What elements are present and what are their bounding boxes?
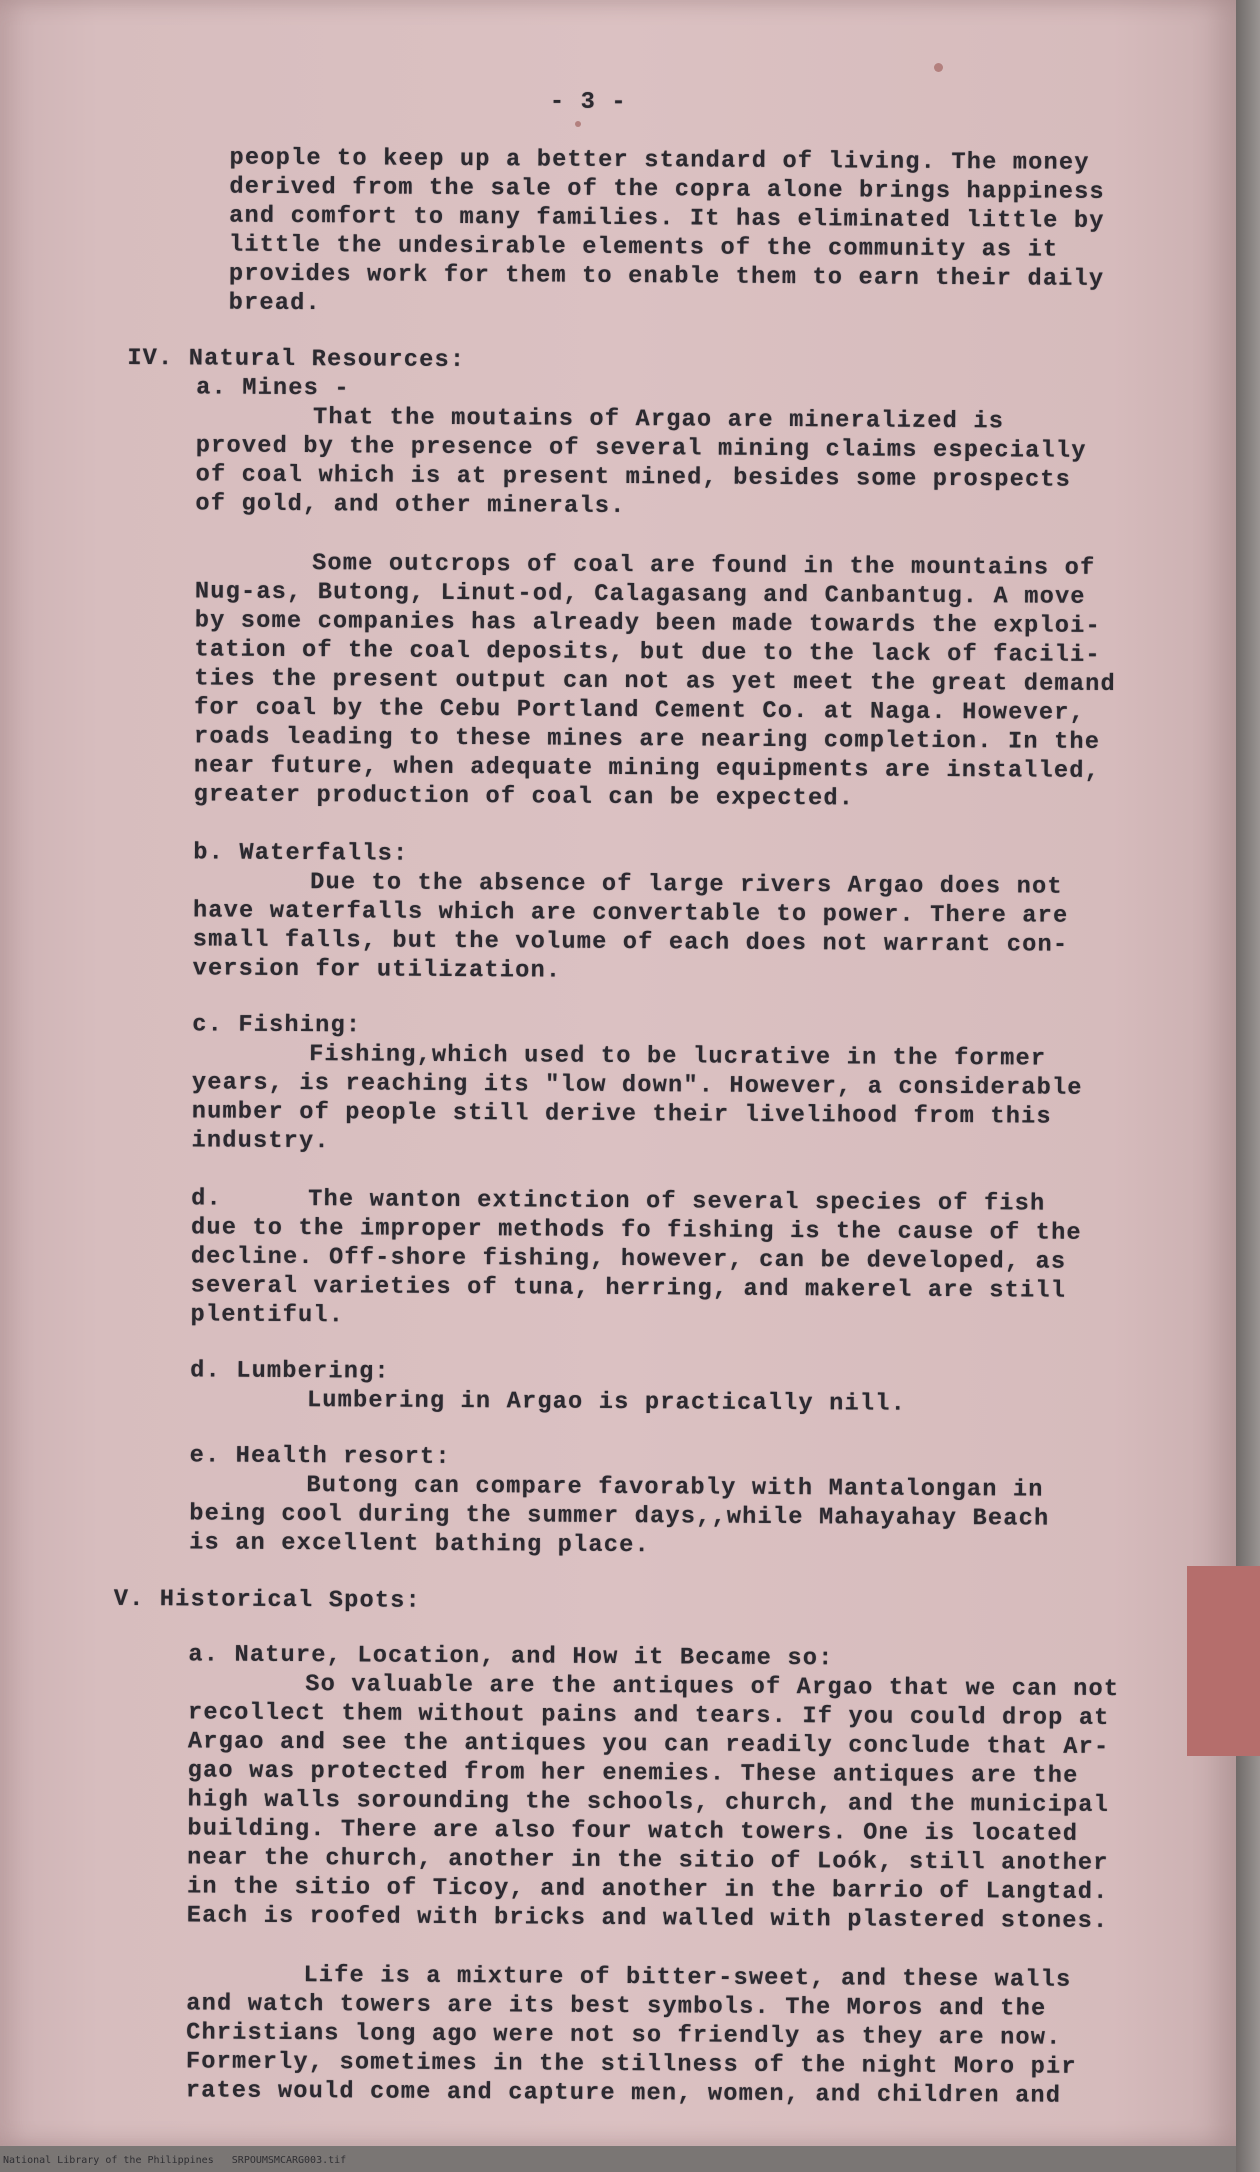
text-line: in the sitio of Ticoy, and another in the barrio of Langtad. (186, 1873, 1109, 1906)
text-line: ties the present output can not as yet meet the great demand (194, 665, 1116, 699)
section-heading: V. Historical Spots: (113, 1585, 422, 1615)
text-line: and comfort to many families. It has eliminated little by (229, 202, 1105, 235)
text-line: Life is a mixture of bitter-sweet, and these walls (303, 1962, 1072, 1994)
text-line: decline. Off-shore fishing, however, can be developed, as (190, 1243, 1067, 1276)
paper-tab (1187, 1566, 1260, 1756)
text-line: derived from the sale of the copra alone brings happiness (229, 173, 1105, 206)
text-line: Each is roofed with bricks and walled with plastered stones. (186, 1902, 1109, 1935)
text-line: Fishing,which used to be lucrative in the former (309, 1041, 1047, 1073)
text-line: tation of the coal deposits, but due to the lack of facili- (194, 636, 1101, 669)
text-line: of coal which is at present mined, besides some prospects (195, 461, 1072, 494)
text-line: have waterfalls which are convertable to power. There are (192, 897, 1069, 930)
page-number: - 3 - (549, 88, 627, 117)
text-line: Nug-as, Butong, Linut-od, Calagasang and Canbantug. A move (194, 578, 1086, 611)
subsection-heading: a. Nature, Location, and How it Became so: (188, 1641, 834, 1673)
text-line: recollect them without pains and tears. If you could drop at (187, 1699, 1110, 1732)
text-line: Due to the absence of large rivers Argao does not (310, 869, 1063, 901)
text-line: bread. (228, 289, 321, 318)
text-line: is an excellent bathing place. (189, 1529, 650, 1560)
text-line: years, is reaching its "low down". However, a considerable (191, 1069, 1083, 1102)
text-line: proved by the presence of several mining claims especially (195, 432, 1087, 465)
text-line: version for utilization. (192, 955, 562, 985)
text-line: gao was protected from her enemies. These antiques are the (187, 1757, 1079, 1790)
text-line: Argao and see the antiques you can readily conclude that Ar- (187, 1728, 1110, 1761)
text-line: near future, when adequate mining equipments are installed, (193, 752, 1101, 785)
text-line: greater production of coal can be expected. (193, 781, 855, 813)
text-line: The wanton extinction of several species of fish (308, 1186, 1046, 1218)
text-line: near the church, another in the sitio of Loók, still another (187, 1844, 1109, 1877)
text-line: of gold, and other minerals. (195, 490, 626, 521)
text-line: and watch towers are its best symbols. The Moros and the (186, 1990, 1047, 2023)
text-line: being cool during the summer days,,while Mahayahay Beach (189, 1500, 1050, 1533)
text-line: high walls sorounding the schools, church, and the municipal (187, 1786, 1110, 1819)
text-line: That the moutains of Argao are mineralized is (312, 404, 1005, 436)
text-line: for coal by the Cebu Portland Cement Co. at Naga. However, (194, 694, 1086, 727)
text-line: roads leading to these mines are nearing completion. In the (193, 723, 1101, 756)
subsection-heading: c. Fishing: (192, 1011, 362, 1040)
subsection-heading: b. Waterfalls: (193, 839, 409, 868)
text-line: Butong can compare favorably with Mantalongan in (306, 1472, 1044, 1504)
text-line: Formerly, sometimes in the stillness of the night Moro pir (185, 2048, 1077, 2081)
text-line: due to the improper methods fo fishing is the cause of the (190, 1214, 1082, 1247)
text-line: provides work for them to enable them to earn their daily (228, 260, 1105, 293)
subsection-heading: e. Health resort: (189, 1442, 451, 1471)
subsection-marker: d. (191, 1185, 223, 1213)
text-line: plentiful. (190, 1301, 345, 1330)
text-line: little the undesirable elements of the community as it (228, 231, 1059, 264)
archive-footer: National Library of the Philippines SRPOUMSMCARG003.tif (3, 2155, 347, 2166)
text-line: several varieties of tuna, herring, and makerel are still (190, 1272, 1067, 1305)
subsection-heading: a. Mines - (196, 374, 350, 403)
text-line: by some companies has already been made towards the exploi- (194, 607, 1101, 640)
text-line: industry. (191, 1127, 330, 1156)
text-line: small falls, but the volume of each does not warrant con- (192, 926, 1069, 959)
text-line: building. There are also four watch towers. One is located (187, 1815, 1079, 1848)
text-line: Christians long ago were not so friendly as they are now. (186, 2019, 1062, 2052)
ink-spot (934, 63, 943, 72)
subsection-heading: d. Lumbering: (190, 1357, 390, 1386)
ink-spot (575, 121, 581, 127)
text-line: So valuable are the antiques of Argao that we can not (305, 1671, 1120, 1704)
text-line: rates would come and capture men, women, and children and (185, 2077, 1062, 2110)
text-line: number of people still derive their livelihood from this (191, 1098, 1052, 1131)
text-line: Some outcrops of coal are found in the mountains of (312, 550, 1096, 582)
text-line: Lumbering in Argao is practically nill. (306, 1387, 907, 1418)
text-line: people to keep up a better standard of living. The money (229, 144, 1090, 177)
section-heading: IV. Natural Resources: (127, 344, 466, 375)
page-edge (1236, 0, 1260, 2172)
